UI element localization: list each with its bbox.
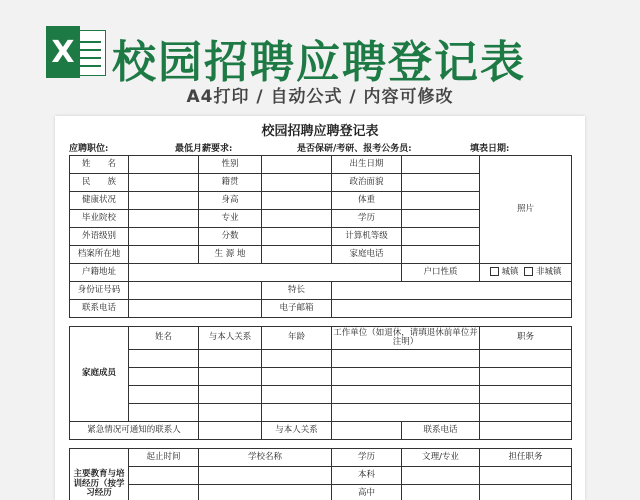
label-major: 专业 (199, 210, 262, 228)
label-school: 毕业院校 (70, 210, 129, 228)
row-name (70, 156, 572, 174)
label-contact-phone: 联系电话 (70, 300, 129, 318)
rural-checkbox[interactable] (524, 267, 533, 276)
family-label: 家庭成员 (70, 327, 129, 422)
field-email[interactable] (332, 300, 572, 318)
label-politics: 政治面貌 (332, 174, 402, 192)
family-col-work: 工作单位（如退休，请填退休前单位并注明） (332, 327, 480, 350)
field-emergency-relation[interactable] (332, 422, 402, 440)
label-gender: 性别 (199, 156, 262, 174)
banner-title: 校园招聘应聘登记表 (112, 37, 526, 88)
family-col-age: 年龄 (262, 327, 332, 350)
field-politics[interactable] (402, 174, 480, 192)
row-id (70, 282, 572, 300)
field-score[interactable] (262, 228, 332, 246)
label-degree: 学历 (332, 210, 402, 228)
field-computer[interactable] (402, 228, 480, 246)
row-contact (70, 300, 572, 318)
field-health[interactable] (129, 192, 199, 210)
education-header-row (70, 449, 572, 467)
info-salary: 最低月薪要求: (175, 144, 233, 154)
label-email: 电子邮箱 (262, 300, 332, 318)
label-hukou-type: 户口性质 (402, 264, 480, 282)
family-row (70, 404, 572, 422)
field-archive[interactable] (129, 246, 199, 264)
label-id: 身份证号码 (70, 282, 129, 300)
label-ethnicity: 民 族 (70, 174, 129, 192)
label-computer: 计算机等级 (332, 228, 402, 246)
field-height[interactable] (262, 192, 332, 210)
label-height: 身高 (199, 192, 262, 210)
field-name[interactable] (129, 156, 199, 174)
banner (0, 0, 640, 115)
family-row (70, 350, 572, 368)
field-gender[interactable] (262, 156, 332, 174)
edu-col-degree: 学历 (332, 449, 402, 467)
field-weight[interactable] (402, 192, 480, 210)
urban-label: 城镇 (501, 267, 519, 278)
label-score: 分数 (199, 228, 262, 246)
label-archive: 档案所在地 (70, 246, 129, 264)
field-origin[interactable] (262, 246, 332, 264)
label-origin: 生 源 地 (199, 246, 262, 264)
edu-degree-undergrad: 本科 (332, 467, 402, 485)
rural-label: 非城镇 (535, 267, 562, 278)
label-weight: 体重 (332, 192, 402, 210)
field-ethnicity[interactable] (129, 174, 199, 192)
form-paper (55, 116, 585, 500)
family-header-row (70, 327, 572, 350)
field-id[interactable] (129, 282, 262, 300)
field-foreign[interactable] (129, 228, 199, 246)
label-native: 籍贯 (199, 174, 262, 192)
label-name: 姓 名 (70, 156, 129, 174)
edu-degree-highschool: 高中 (332, 485, 402, 500)
family-col-relation: 与本人关系 (199, 327, 262, 350)
label-emergency-relation: 与本人关系 (262, 422, 332, 440)
education-row (70, 485, 572, 500)
form-title: 校园招聘应聘登记表 (261, 124, 379, 139)
label-foreign: 外语级别 (70, 228, 129, 246)
info-position: 应聘职位: (69, 144, 109, 154)
field-emergency[interactable] (199, 422, 262, 440)
emergency-row (70, 422, 572, 440)
education-label: 主要教育与培训经历（按学习经历 (70, 449, 129, 500)
field-degree[interactable] (402, 210, 480, 228)
registration-table (69, 155, 572, 500)
label-specialty: 特长 (262, 282, 332, 300)
edu-col-start: 起止时间 (129, 449, 199, 467)
field-home-phone[interactable] (402, 246, 480, 264)
field-contact-phone[interactable] (129, 300, 262, 318)
field-native[interactable] (262, 174, 332, 192)
label-home-phone: 家庭电话 (332, 246, 402, 264)
label-health: 健康状况 (70, 192, 129, 210)
label-hukou: 户籍地址 (70, 264, 129, 282)
banner-subtitle: A4打印 / 自动公式 / 内容可修改 (186, 87, 454, 107)
field-specialty[interactable] (332, 282, 572, 300)
edu-col-major: 文理/专业 (402, 449, 480, 467)
field-emergency-phone[interactable] (480, 422, 572, 440)
urban-checkbox[interactable] (490, 267, 499, 276)
info-exam: 是否保研/考研、报考公务员: (297, 144, 412, 154)
edu-col-school: 学校名称 (199, 449, 332, 467)
field-major[interactable] (262, 210, 332, 228)
label-emergency: 紧急情况可通知的联系人 (70, 422, 199, 440)
field-hukou[interactable] (129, 264, 402, 282)
family-row (70, 368, 572, 386)
label-birth: 出生日期 (332, 156, 402, 174)
family-col-job: 职务 (480, 327, 572, 350)
field-birth[interactable] (402, 156, 480, 174)
edu-col-duty: 担任职务 (480, 449, 572, 467)
info-date: 填表日期: (470, 144, 510, 154)
excel-logo-icon: X (46, 26, 106, 78)
family-col-name: 姓名 (129, 327, 199, 350)
field-school[interactable] (129, 210, 199, 228)
family-row (70, 386, 572, 404)
education-row (70, 467, 572, 485)
photo-box[interactable]: 照片 (480, 156, 572, 264)
row-hukou (70, 264, 572, 282)
hukou-type-options (480, 264, 572, 282)
label-emergency-phone: 联系电话 (402, 422, 480, 440)
